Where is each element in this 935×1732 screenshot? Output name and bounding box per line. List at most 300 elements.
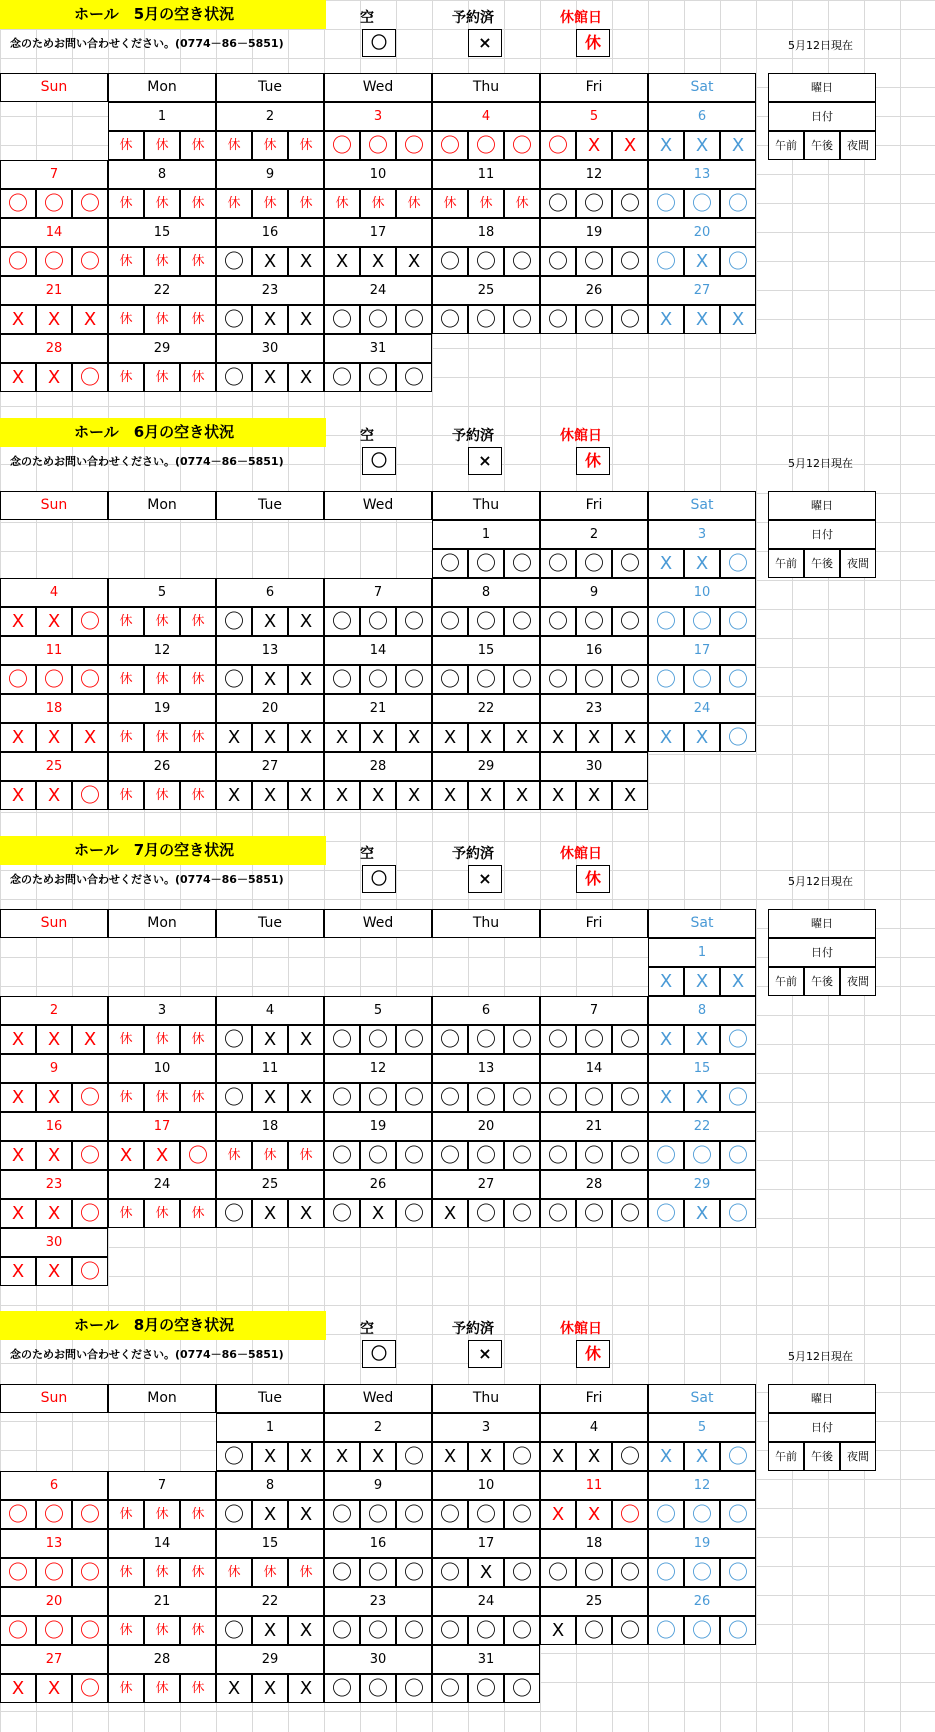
slot-cell: 休 [144,723,180,752]
slot-cell: 〇 [540,1083,576,1112]
slot-cell: 〇 [0,665,36,694]
slot-cell: 〇 [504,1558,540,1587]
slot-cell: X [36,723,72,752]
day-number-cell: 30 [0,1228,108,1257]
slot-cell: 休 [180,1500,216,1529]
legend-closed-symbol: 休 [576,1340,610,1368]
contact-note: 念のためお問い合わせください。(0774－86－5851) [10,1348,284,1361]
slot-cell: 〇 [576,1199,612,1228]
day-number-cell: 4 [540,1413,648,1442]
slot-cell: X [684,247,720,276]
slot-cell: 休 [108,363,144,392]
slot-cell: X [324,1442,360,1471]
slot-legend-am: 午前 [768,967,804,996]
slot-cell: 〇 [612,665,648,694]
day-number-cell: 30 [540,752,648,781]
day-number-cell: 16 [216,218,324,247]
legend-booked-label: 予約済 [452,10,494,26]
slot-cell: 〇 [576,1616,612,1645]
weekday-header-thu: Thu [432,491,540,520]
slot-cell: 〇 [360,1500,396,1529]
day-number-cell: 1 [648,938,756,967]
slot-legend-night: 夜間 [840,967,876,996]
slot-cell: 〇 [216,1442,252,1471]
weekday-header-tue: Tue [216,1384,324,1413]
slot-cell: 休 [360,189,396,218]
slot-cell: 〇 [576,549,612,578]
slot-cell: 〇 [540,665,576,694]
weekday-header-mon: Mon [108,491,216,520]
day-number-cell: 11 [0,636,108,665]
slot-cell: X [360,723,396,752]
slot-cell: 〇 [468,1083,504,1112]
slot-cell: 〇 [36,665,72,694]
slot-cell: 〇 [396,665,432,694]
slot-legend-am: 午前 [768,549,804,578]
slot-cell: X [288,1083,324,1112]
slot-cell: X [36,305,72,334]
day-number-cell: 22 [432,694,540,723]
slot-cell: 〇 [684,607,720,636]
slot-cell: 〇 [396,1141,432,1170]
slot-cell: X [648,549,684,578]
day-number-cell: 5 [540,102,648,131]
slot-cell: X [468,781,504,810]
slot-cell: X [648,1025,684,1054]
day-number-cell: 16 [0,1112,108,1141]
slot-cell: 〇 [612,305,648,334]
slot-cell: 〇 [540,549,576,578]
slot-cell: 〇 [612,1199,648,1228]
slot-cell: 〇 [504,665,540,694]
day-number-cell: 23 [0,1170,108,1199]
slot-cell: X [252,1442,288,1471]
slot-cell: 〇 [468,1025,504,1054]
slot-cell: X [324,247,360,276]
slot-cell: 〇 [72,1083,108,1112]
weekday-header-tue: Tue [216,491,324,520]
slot-cell: 〇 [468,1500,504,1529]
slot-cell: 休 [288,1141,324,1170]
legend-booked-symbol: × [468,865,502,893]
slot-cell: 〇 [72,1199,108,1228]
slot-cell: X [0,1674,36,1703]
day-number-cell: 2 [0,996,108,1025]
day-number-cell: 8 [216,1471,324,1500]
slot-cell: X [252,1199,288,1228]
day-number-cell: 6 [432,996,540,1025]
day-number-cell: 17 [108,1112,216,1141]
day-number-cell: 5 [648,1413,756,1442]
slot-cell: 〇 [684,1558,720,1587]
day-number-cell: 28 [0,334,108,363]
slot-cell: 休 [144,1199,180,1228]
slot-cell: 〇 [612,1083,648,1112]
slot-cell: X [0,781,36,810]
day-number-cell: 22 [216,1587,324,1616]
day-number-cell: 2 [216,102,324,131]
legend-booked-symbol: × [468,1340,502,1368]
slot-cell: 〇 [720,723,756,752]
slot-cell: 〇 [432,665,468,694]
slot-cell: X [684,1442,720,1471]
slot-cell: X [360,781,396,810]
slot-cell: 休 [180,131,216,160]
slot-cell: X [252,607,288,636]
slot-cell: 〇 [504,1674,540,1703]
day-number-cell: 20 [432,1112,540,1141]
slot-cell: 〇 [324,1025,360,1054]
slot-cell: 休 [108,1083,144,1112]
weekday-header-sat: Sat [648,909,756,938]
slot-cell: 〇 [612,1442,648,1471]
day-number-cell: 15 [648,1054,756,1083]
weekday-header-thu: Thu [432,73,540,102]
weekday-header-thu: Thu [432,1384,540,1413]
slot-cell: 〇 [360,1141,396,1170]
day-number-cell: 12 [324,1054,432,1083]
day-number-cell: 31 [324,334,432,363]
slot-cell: 〇 [72,1674,108,1703]
day-number-cell: 17 [432,1529,540,1558]
slot-cell: 休 [468,189,504,218]
slot-cell: 〇 [216,305,252,334]
slot-cell: X [216,781,252,810]
day-number-cell: 1 [432,520,540,549]
slot-cell: 〇 [36,1616,72,1645]
slot-legend-day: 曜日 [768,1384,876,1413]
slot-cell: 〇 [720,1442,756,1471]
legend-vacant-label: 空 [360,10,374,26]
slot-cell: 休 [180,781,216,810]
slot-cell: X [252,1083,288,1112]
weekday-header-wed: Wed [324,1384,432,1413]
slot-cell: 〇 [720,1616,756,1645]
slot-cell: 休 [324,189,360,218]
slot-cell: 〇 [324,1083,360,1112]
slot-cell: X [36,1141,72,1170]
slot-cell: X [36,607,72,636]
day-number-cell: 3 [648,520,756,549]
slot-cell: 休 [180,607,216,636]
slot-cell: X [612,723,648,752]
slot-cell: 休 [432,189,468,218]
slot-cell: 〇 [396,607,432,636]
slot-cell: 〇 [324,1674,360,1703]
slot-cell: X [252,781,288,810]
day-number-cell: 27 [432,1170,540,1199]
slot-cell: X [252,1616,288,1645]
slot-cell: X [684,1199,720,1228]
slot-cell: 〇 [648,1141,684,1170]
day-number-cell: 13 [648,160,756,189]
day-number-cell: 26 [540,276,648,305]
day-number-cell: 21 [540,1112,648,1141]
day-number-cell: 28 [324,752,432,781]
slot-cell: X [360,1442,396,1471]
day-number-cell: 9 [216,160,324,189]
slot-cell: 〇 [720,549,756,578]
slot-cell: X [252,665,288,694]
slot-legend-day: 曜日 [768,73,876,102]
slot-cell: X [0,1199,36,1228]
day-number-cell: 6 [0,1471,108,1500]
slot-cell: X [576,1500,612,1529]
slot-cell: X [576,723,612,752]
slot-cell: 〇 [468,1141,504,1170]
slot-cell: 〇 [576,1083,612,1112]
slot-cell: 〇 [504,1141,540,1170]
day-number-cell: 7 [108,1471,216,1500]
slot-cell: X [324,723,360,752]
slot-cell: 〇 [468,1674,504,1703]
weekday-header-wed: Wed [324,909,432,938]
slot-legend-night: 夜間 [840,549,876,578]
slot-cell: 〇 [648,189,684,218]
day-number-cell: 25 [0,752,108,781]
legend-vacant-label: 空 [360,1321,374,1337]
slot-cell: 休 [108,247,144,276]
slot-cell: 〇 [684,1500,720,1529]
legend-vacant-symbol: 〇 [362,1340,396,1368]
slot-cell: X [324,781,360,810]
day-number-cell: 21 [324,694,432,723]
slot-cell: 〇 [720,607,756,636]
slot-cell: X [252,723,288,752]
slot-cell: X [108,1141,144,1170]
day-number-cell: 22 [648,1112,756,1141]
slot-cell: X [432,1442,468,1471]
slot-cell: X [36,1083,72,1112]
slot-cell: X [288,723,324,752]
slot-cell: 〇 [432,1141,468,1170]
slot-cell: 〇 [324,305,360,334]
slot-cell: 〇 [576,607,612,636]
day-number-cell: 4 [0,578,108,607]
day-number-cell: 20 [648,218,756,247]
slot-cell: 〇 [576,189,612,218]
slot-cell: 休 [144,305,180,334]
slot-cell: 休 [108,305,144,334]
slot-cell: 〇 [360,131,396,160]
day-number-cell: 11 [540,1471,648,1500]
slot-cell: X [288,363,324,392]
day-number-cell: 20 [216,694,324,723]
slot-cell: 〇 [396,1083,432,1112]
slot-cell: 〇 [504,247,540,276]
slot-cell: 〇 [396,1558,432,1587]
slot-cell: 〇 [576,305,612,334]
day-number-cell: 15 [216,1529,324,1558]
slot-cell: 〇 [648,247,684,276]
slot-cell: 〇 [540,131,576,160]
slot-cell: 休 [288,131,324,160]
slot-cell: 〇 [720,1558,756,1587]
slot-cell: 〇 [360,1558,396,1587]
slot-cell: 休 [108,1199,144,1228]
day-number-cell: 15 [108,218,216,247]
slot-cell: 〇 [504,305,540,334]
day-number-cell: 19 [648,1529,756,1558]
weekday-header-tue: Tue [216,909,324,938]
contact-note: 念のためお問い合わせください。(0774－86－5851) [10,455,284,468]
weekday-header-mon: Mon [108,73,216,102]
slot-cell: 〇 [684,1616,720,1645]
slot-cell: 〇 [216,1500,252,1529]
day-number-cell: 18 [0,694,108,723]
slot-cell: 〇 [72,665,108,694]
slot-cell: 〇 [540,305,576,334]
slot-cell: 〇 [720,247,756,276]
day-number-cell: 26 [324,1170,432,1199]
legend-booked-symbol: × [468,29,502,57]
slot-cell: 休 [216,131,252,160]
day-number-cell: 13 [216,636,324,665]
slot-cell: 〇 [540,189,576,218]
slot-cell: 〇 [468,549,504,578]
day-number-cell: 8 [432,578,540,607]
slot-cell: 〇 [72,1616,108,1645]
slot-cell: X [0,363,36,392]
slot-cell: 休 [216,189,252,218]
legend-booked-label: 予約済 [452,1321,494,1337]
slot-cell: 〇 [504,1442,540,1471]
slot-cell: 〇 [432,1083,468,1112]
slot-cell: 〇 [432,549,468,578]
slot-cell: X [432,1199,468,1228]
slot-cell: 休 [144,247,180,276]
day-number-cell: 9 [0,1054,108,1083]
slot-cell: X [72,1025,108,1054]
day-number-cell: 24 [108,1170,216,1199]
slot-cell: 〇 [0,247,36,276]
day-number-cell: 8 [108,160,216,189]
slot-cell: 休 [144,363,180,392]
day-number-cell: 17 [324,218,432,247]
legend-closed-symbol: 休 [576,865,610,893]
day-number-cell: 9 [540,578,648,607]
day-number-cell: 29 [432,752,540,781]
slot-legend-day: 曜日 [768,909,876,938]
slot-cell: 休 [180,665,216,694]
slot-cell: 〇 [648,1199,684,1228]
day-number-cell: 23 [324,1587,432,1616]
legend-closed-label: 休館日 [560,428,602,444]
day-number-cell: 19 [540,218,648,247]
slot-cell: 〇 [504,1083,540,1112]
slot-cell: X [288,247,324,276]
slot-cell: 〇 [432,305,468,334]
slot-cell: X [252,1025,288,1054]
slot-cell: 〇 [540,1141,576,1170]
slot-cell: X [396,723,432,752]
slot-cell: X [540,1442,576,1471]
month-section [0,1311,935,1729]
weekday-header-sun: Sun [0,491,108,520]
slot-cell: 〇 [504,1199,540,1228]
day-number-cell: 6 [216,578,324,607]
slot-cell: 〇 [432,1025,468,1054]
slot-cell: 〇 [396,1442,432,1471]
day-number-cell: 17 [648,636,756,665]
slot-cell: 〇 [468,1199,504,1228]
legend-booked-symbol: × [468,447,502,475]
slot-cell: 〇 [468,665,504,694]
slot-cell: X [684,1025,720,1054]
day-number-cell: 24 [324,276,432,305]
slot-cell: X [576,781,612,810]
day-number-cell: 11 [216,1054,324,1083]
slot-cell: 休 [108,1616,144,1645]
slot-cell: 〇 [360,1674,396,1703]
slot-cell: 〇 [36,1558,72,1587]
slot-cell: 休 [396,189,432,218]
slot-cell: X [648,305,684,334]
slot-cell: 休 [108,1025,144,1054]
slot-cell: 休 [144,1500,180,1529]
slot-cell: 休 [180,363,216,392]
slot-cell: X [648,967,684,996]
slot-cell: X [0,723,36,752]
month-title: ホール 7月の空き状況 [0,836,326,865]
slot-cell: 〇 [216,1025,252,1054]
slot-cell: 〇 [612,607,648,636]
slot-cell: X [360,247,396,276]
slot-cell: 〇 [540,247,576,276]
month-section [0,836,935,1283]
slot-cell: 休 [288,189,324,218]
slot-cell: X [0,1083,36,1112]
slot-legend-night: 夜間 [840,131,876,160]
day-number-cell: 29 [108,334,216,363]
day-number-cell: 11 [432,160,540,189]
slot-cell: X [468,1558,504,1587]
slot-cell: 〇 [684,665,720,694]
slot-cell: 〇 [432,1674,468,1703]
day-number-cell: 2 [540,520,648,549]
slot-cell: 〇 [504,1500,540,1529]
day-number-cell: 26 [108,752,216,781]
slot-cell: X [288,1025,324,1054]
slot-cell: 休 [108,607,144,636]
legend-closed-label: 休館日 [560,10,602,26]
slot-cell: 〇 [36,1500,72,1529]
slot-cell: 休 [252,131,288,160]
slot-cell: X [504,723,540,752]
slot-cell: 〇 [612,1558,648,1587]
slot-cell: 休 [180,1083,216,1112]
slot-cell: 〇 [72,1558,108,1587]
slot-cell: 〇 [540,607,576,636]
slot-cell: 休 [252,189,288,218]
weekday-header-sun: Sun [0,73,108,102]
day-number-cell: 7 [540,996,648,1025]
slot-cell: X [252,305,288,334]
slot-cell: 〇 [576,665,612,694]
slot-cell: 〇 [612,1500,648,1529]
contact-note: 念のためお問い合わせください。(0774－86－5851) [10,37,284,50]
day-number-cell: 1 [216,1413,324,1442]
weekday-header-sat: Sat [648,1384,756,1413]
legend-vacant-symbol: 〇 [362,865,396,893]
weekday-header-wed: Wed [324,491,432,520]
slot-cell: 休 [144,1674,180,1703]
slot-cell: 〇 [216,1083,252,1112]
weekday-header-fri: Fri [540,1384,648,1413]
day-number-cell: 23 [216,276,324,305]
slot-cell: X [72,305,108,334]
day-number-cell: 18 [216,1112,324,1141]
